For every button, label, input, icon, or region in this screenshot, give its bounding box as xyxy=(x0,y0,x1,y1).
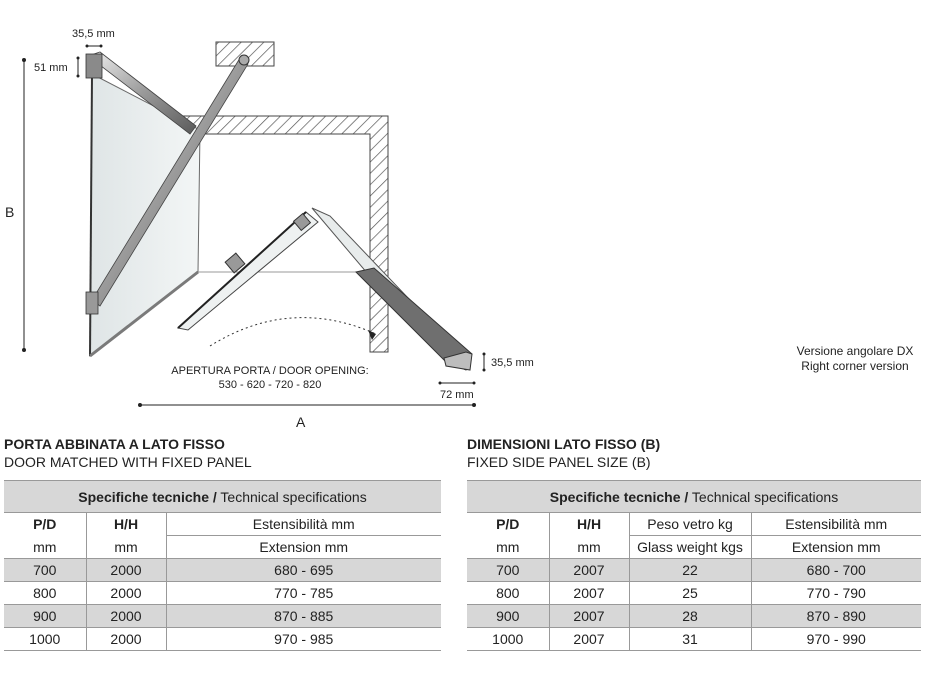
spec-header-rest: Technical specifications xyxy=(216,488,367,505)
cell-pd: 900 xyxy=(4,605,86,628)
door-opening-title: APERTURA PORTA / DOOR OPENING: xyxy=(171,365,369,377)
col-hh: H/H xyxy=(86,513,166,536)
cell-hh: 2007 xyxy=(549,559,629,582)
dim-b-label: B xyxy=(5,204,15,220)
cell-hh: 2000 xyxy=(86,628,166,651)
cell-ext: 970 - 990 xyxy=(751,628,921,651)
cell-hh: 2007 xyxy=(549,605,629,628)
cell-pd: 800 xyxy=(467,582,549,605)
cell-ext: 770 - 790 xyxy=(751,582,921,605)
col-weight: Peso vetro kg xyxy=(629,513,751,536)
spec-header xyxy=(4,481,441,513)
dim-35-top-label: 35,5 mm xyxy=(72,28,115,40)
door-specs-subtitle: DOOR MATCHED WITH FIXED PANEL xyxy=(4,454,252,470)
unit-ext: Extension mm xyxy=(751,536,921,559)
dim-72-label: 72 mm xyxy=(440,389,474,401)
cell-pd: 800 xyxy=(4,582,86,605)
spec-header-bold: Specifiche tecniche / xyxy=(78,488,217,505)
door-opening-arc xyxy=(210,318,376,346)
cell-ext: 680 - 700 xyxy=(751,559,921,582)
cell-weight: 31 xyxy=(629,628,751,651)
unit-hh: mm xyxy=(549,536,629,559)
unit-pd: mm xyxy=(467,536,549,559)
corner-version-note xyxy=(760,344,927,374)
table-row xyxy=(467,559,921,582)
dim-51-label: 51 mm xyxy=(34,62,68,74)
cell-ext: 680 - 695 xyxy=(166,559,441,582)
cell-weight: 22 xyxy=(629,559,751,582)
cell-hh: 2000 xyxy=(86,605,166,628)
version-english: Right corner version xyxy=(801,359,909,373)
cell-hh: 2007 xyxy=(549,582,629,605)
door-opening-values: 530 - 620 - 720 - 820 xyxy=(218,379,322,391)
table-row xyxy=(467,628,921,651)
dim-35-right-label: 35,5 mm xyxy=(491,357,534,369)
unit-hh: mm xyxy=(86,536,166,559)
col-pd: P/D xyxy=(496,516,520,533)
door-opening-text xyxy=(150,364,390,392)
cell-hh: 2000 xyxy=(86,559,166,582)
fixed-panel-subtitle: FIXED SIDE PANEL SIZE (B) xyxy=(467,454,651,470)
spec-header-rest: Technical specifications xyxy=(688,488,839,505)
table-row xyxy=(4,559,441,582)
col-pd: P/D xyxy=(33,516,57,533)
cell-ext: 970 - 985 xyxy=(166,628,441,651)
col-hh: H/H xyxy=(549,513,629,536)
table-row xyxy=(4,582,441,605)
door-specs-table xyxy=(4,480,441,651)
unit-weight: Glass weight kgs xyxy=(629,536,751,559)
cell-hh: 2007 xyxy=(549,628,629,651)
col-ext: Estensibilità mm xyxy=(166,513,441,536)
cell-pd: 1000 xyxy=(467,628,549,651)
dim-a-label: A xyxy=(296,414,306,430)
spec-header-bold: Specifiche tecniche / xyxy=(549,488,689,505)
unit-ext: Extension mm xyxy=(166,536,441,559)
cell-weight: 25 xyxy=(629,582,751,605)
cell-ext: 770 - 785 xyxy=(166,582,441,605)
cell-pd: 1000 xyxy=(4,628,86,651)
unit-pd: mm xyxy=(4,536,86,559)
cell-ext: 870 - 890 xyxy=(751,605,921,628)
cell-weight: 28 xyxy=(629,605,751,628)
door-specs-title: PORTA ABBINATA A LATO FISSO xyxy=(4,436,225,452)
cell-pd: 700 xyxy=(467,559,549,582)
fixed-panel-title: DIMENSIONI LATO FISSO (B) xyxy=(467,436,661,452)
cell-ext: 870 - 885 xyxy=(166,605,441,628)
cell-pd: 700 xyxy=(4,559,86,582)
spec-header xyxy=(467,481,921,513)
fixed-panel-section xyxy=(467,435,921,651)
table-row xyxy=(4,605,441,628)
door-specs-section xyxy=(4,435,441,651)
table-row xyxy=(4,628,441,651)
table-row xyxy=(467,582,921,605)
cell-pd: 900 xyxy=(467,605,549,628)
col-ext: Estensibilità mm xyxy=(751,513,921,536)
version-italian: Versione angolare DX xyxy=(796,344,914,358)
table-row xyxy=(467,605,921,628)
cell-hh: 2000 xyxy=(86,582,166,605)
fixed-panel-table xyxy=(467,480,921,651)
